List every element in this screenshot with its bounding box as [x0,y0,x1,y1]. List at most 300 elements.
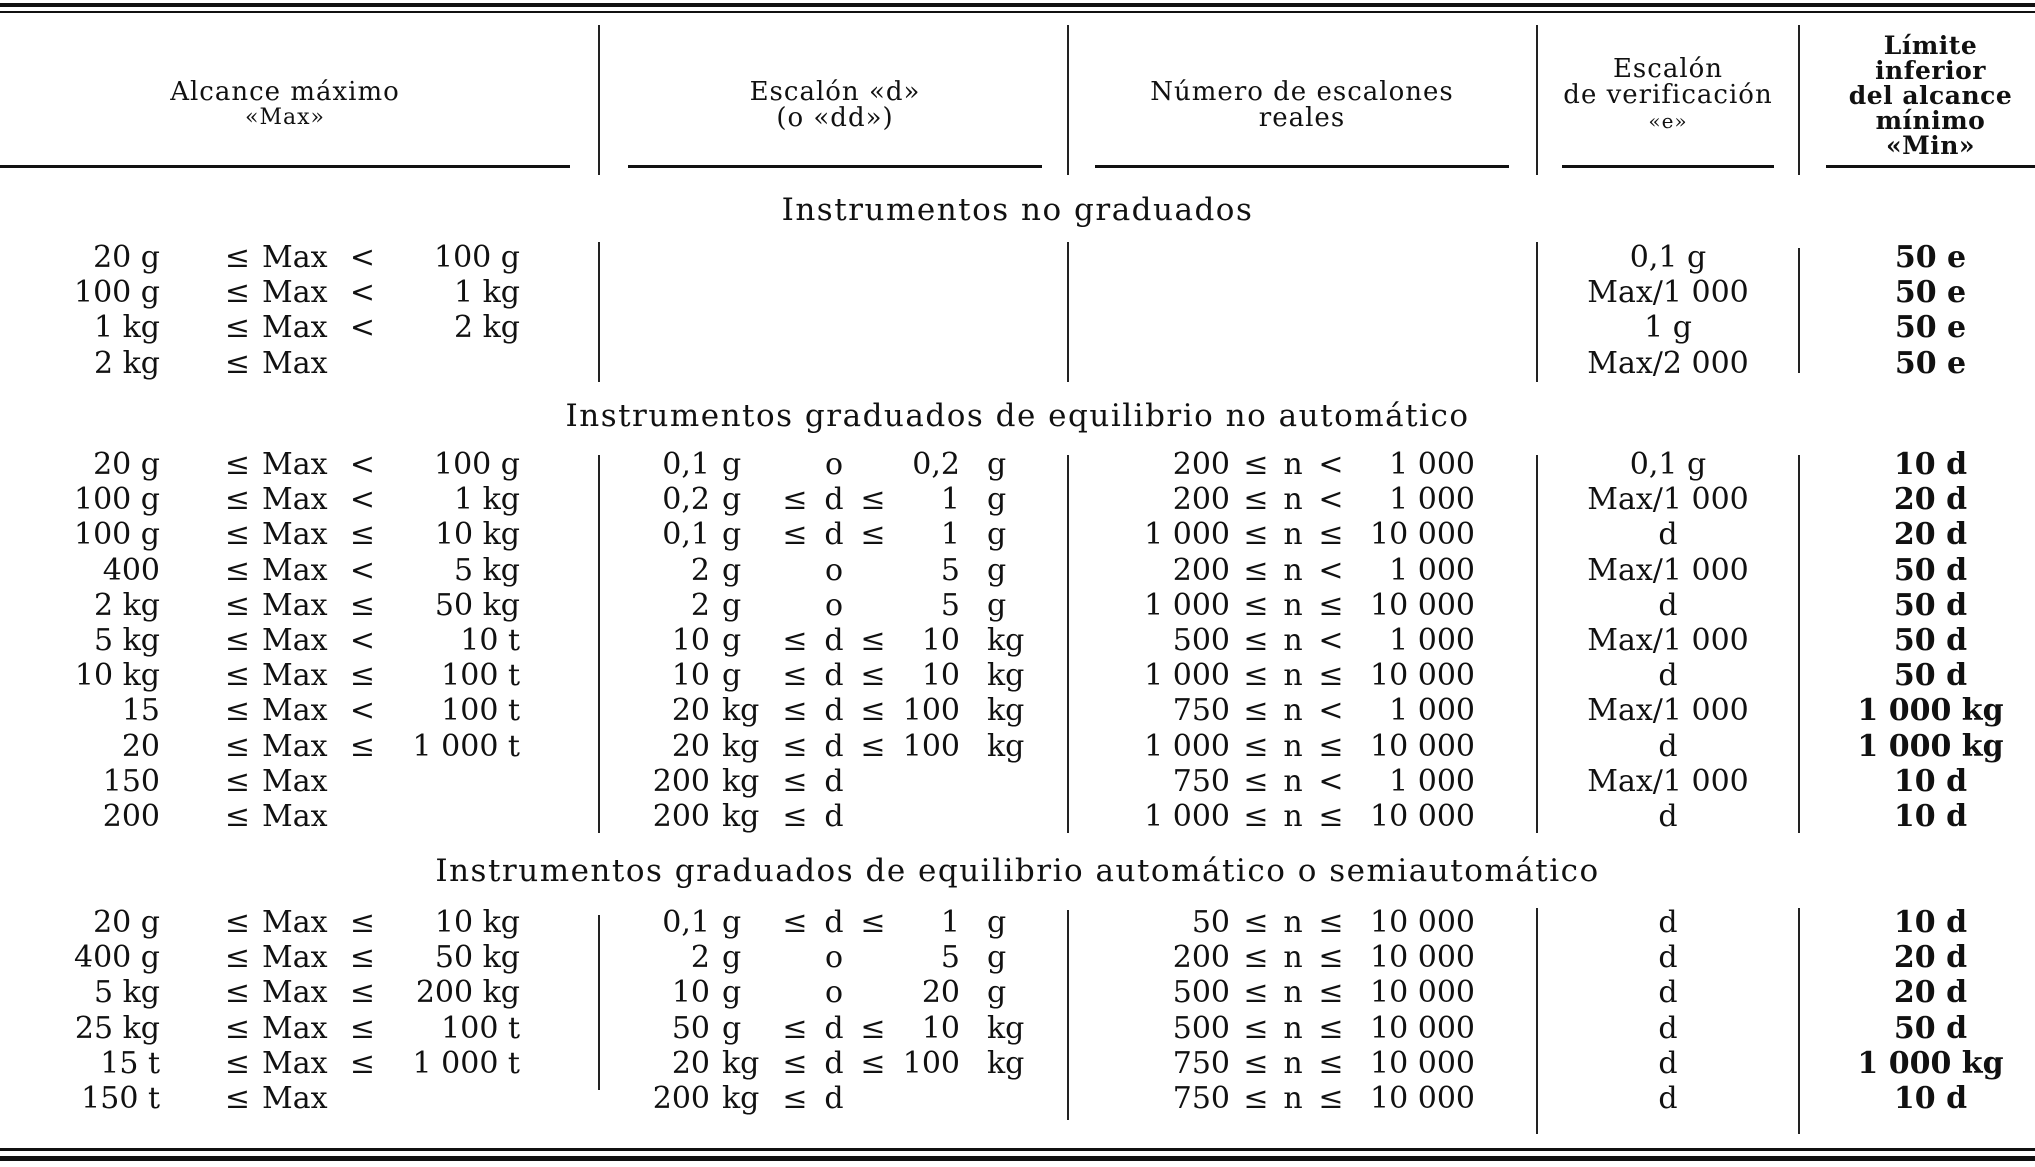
cell-d-mid: d [824,1045,844,1081]
cell-d-unit2: g [987,447,1007,482]
header-limite-inferior-line1: Límite inferior [1875,30,1986,85]
cell-d-low: 0,1 [662,905,710,940]
cell-d-op1: ≤ [782,623,808,658]
cell-n-op1: ≤ [1243,1010,1269,1046]
cell-e: Max/1 000 [1587,763,1749,799]
cell-max-low: 15 [121,693,160,729]
cell-max-op2: < [349,275,376,311]
cell-d-unit1: g [722,905,742,940]
cell-d-op2: ≤ [860,1010,886,1046]
cell-d-low: 10 [671,975,710,1011]
header-underline-min [1826,165,2035,168]
cell-max-op2: ≤ [349,728,376,764]
cell-max-op2: < [349,482,376,518]
cell-n-low: 1 000 [1144,517,1230,553]
cell-d-high: 5 [940,940,960,976]
cell-d-unit2: kg [987,1010,1025,1046]
cell-n-op2: ≤ [1318,940,1344,976]
cell-max-low: 5 kg [93,623,160,658]
cell-d-mid: d [824,1081,844,1116]
cell-n-high: 10 000 [1370,587,1475,623]
cell-max-high: 50 kg [434,940,520,976]
cell-max-op1: ≤ [224,975,251,1011]
table-row [0,905,2035,940]
cell-d-op1: ≤ [782,763,808,799]
cell-d-unit1: kg [722,693,760,729]
cell-max-high: 5 kg [453,552,520,588]
table-row [0,275,2035,310]
cell-n-high: 10 000 [1370,1081,1475,1116]
cell-max-op1: ≤ [224,1010,251,1046]
cell-d-unit2: g [987,587,1007,623]
cell-max-low: 100 g [73,275,160,311]
cell-d-mid: d [824,905,844,940]
cell-d-op2: ≤ [860,1045,886,1081]
cell-n-high: 1 000 [1389,693,1475,729]
cell-n-low: 500 [1172,623,1230,658]
cell-max-high: 100 g [433,240,520,275]
cell-d-mid: o [824,552,844,588]
cell-d-unit2: kg [987,658,1025,694]
cell-n-mid: n [1283,693,1303,729]
cell-e: d [1658,905,1678,940]
cell-n-mid: n [1283,552,1303,588]
table-row [0,658,2035,693]
cell-d-unit2: g [987,975,1007,1011]
cell-d-op1: ≤ [782,482,808,518]
header-underline-d [628,165,1042,168]
cell-n-op1: ≤ [1243,693,1269,729]
header-numero-escalones-line2: reales [1258,103,1346,133]
cell-max-word: Max [262,799,328,834]
cell-d-unit1: g [722,587,742,623]
cell-d-unit1: g [722,1010,742,1046]
cell-max-high: 10 kg [434,905,520,940]
cell-e: 0,1 g [1629,447,1707,482]
cell-max-op2: < [349,693,376,729]
cell-n-high: 10 000 [1370,905,1475,940]
cell-max-op2: ≤ [349,658,376,694]
cell-d-low: 10 [671,623,710,658]
cell-e: 1 g [1644,310,1692,346]
cell-d-op2: ≤ [860,728,886,764]
cell-max-low: 15 t [100,1045,160,1081]
cell-n-mid: n [1283,728,1303,764]
section-title: Instrumentos graduados de equilibrio automático o semiautomático [435,853,1600,889]
cell-d-low: 200 [652,1081,710,1116]
cell-d-low: 0,1 [662,517,710,553]
cell-d-high: 100 [902,728,960,764]
cell-max-op1: ≤ [224,275,251,311]
cell-d-low: 20 [671,1045,710,1081]
cell-min: 10 d [1893,763,1968,799]
cell-max-op2: ≤ [349,1010,376,1046]
cell-max-high: 10 kg [434,517,520,553]
cell-d-unit2: g [987,552,1007,588]
cell-n-op1: ≤ [1243,517,1269,553]
cell-max-high: 10 t [460,623,520,658]
cell-d-unit1: g [722,975,742,1011]
cell-max-op1: ≤ [224,587,251,623]
cell-d-mid: d [824,623,844,658]
cell-max-high: 1 kg [453,482,520,518]
cell-n-low: 1 000 [1144,728,1230,764]
cell-max-low: 2 kg [93,345,160,381]
cell-e: Max/1 000 [1587,623,1749,658]
cell-max-op1: ≤ [224,658,251,694]
cell-max-word: Max [262,658,328,694]
cell-n-op2: ≤ [1318,799,1344,834]
cell-max-op1: ≤ [224,552,251,588]
cell-max-low: 2 kg [93,587,160,623]
cell-e: Max/1 000 [1587,552,1749,588]
header-separator-4 [1798,25,1800,175]
cell-min: 50 d [1893,623,1968,658]
cell-n-op2: < [1318,552,1344,588]
cell-min: 10 d [1893,905,1968,940]
cell-d-unit1: kg [722,728,760,764]
cell-n-low: 750 [1172,1081,1230,1116]
header-escalon-verificacion [1562,30,1774,160]
header-underline-max [0,165,570,168]
cell-min: 10 d [1893,1081,1968,1116]
cell-e: Max/1 000 [1587,275,1749,311]
cell-d-high: 100 [902,1045,960,1081]
top-rule-1 [0,3,2035,7]
cell-max-word: Max [262,763,328,799]
header-escalon-verificacion-line1: Escalón [1612,54,1724,84]
cell-d-op1: ≤ [782,1010,808,1046]
section-title: Instrumentos no graduados [781,192,1254,228]
cell-max-low: 20 [121,728,160,764]
cell-max-word: Max [262,240,328,275]
cell-e: d [1658,517,1678,553]
cell-max-op1: ≤ [224,799,251,834]
header-escalon-d [628,40,1042,170]
header-underline-e [1562,165,1774,168]
cell-n-low: 750 [1172,693,1230,729]
cell-max-op1: ≤ [224,623,251,658]
cell-n-mid: n [1283,658,1303,694]
cell-d-high: 1 [940,482,960,518]
cell-max-op1: ≤ [224,240,251,275]
cell-n-op2: < [1318,623,1344,658]
cell-max-high: 100 t [441,658,520,694]
cell-n-mid: n [1283,975,1303,1011]
header-separator-3 [1536,25,1538,175]
cell-max-high: 100 g [433,447,520,482]
cell-n-op2: ≤ [1318,517,1344,553]
cell-d-unit2: g [987,905,1007,940]
cell-d-op2: ≤ [860,658,886,694]
cell-d-op1: ≤ [782,905,808,940]
cell-e: d [1658,1081,1678,1116]
header-separator-2 [1067,25,1069,175]
cell-d-mid: d [824,658,844,694]
cell-max-low: 100 g [73,482,160,518]
cell-n-mid: n [1283,1081,1303,1116]
table-row [0,1046,2035,1081]
cell-n-op2: ≤ [1318,905,1344,940]
table-row [0,310,2035,345]
cell-max-word: Max [262,1081,328,1116]
cell-d-op1: ≤ [782,728,808,764]
cell-n-low: 500 [1172,975,1230,1011]
cell-d-unit1: kg [722,1081,760,1116]
cell-min: 20 d [1893,940,1968,976]
cell-n-mid: n [1283,763,1303,799]
cell-min: 20 d [1893,975,1968,1011]
cell-max-op2: ≤ [349,940,376,976]
cell-d-unit2: kg [987,693,1025,729]
cell-d-high: 1 [940,905,960,940]
header-escalon-d-line1: Escalón «d» [749,77,921,107]
cell-e: d [1658,975,1678,1011]
cell-d-high: 5 [940,587,960,623]
cell-n-low: 50 [1191,905,1230,940]
cell-d-low: 0,1 [662,447,710,482]
cell-n-op1: ≤ [1243,447,1269,482]
cell-n-mid: n [1283,940,1303,976]
cell-max-low: 5 kg [93,975,160,1011]
cell-d-high: 0,2 [912,447,960,482]
cell-max-op2: ≤ [349,517,376,553]
cell-max-op1: ≤ [224,345,251,381]
cell-d-mid: o [824,447,844,482]
cell-n-op2: < [1318,482,1344,518]
cell-n-op2: < [1318,447,1344,482]
cell-d-unit1: g [722,623,742,658]
cell-max-high: 100 t [441,693,520,729]
cell-max-op1: ≤ [224,482,251,518]
cell-e: 0,1 g [1629,240,1707,275]
cell-n-low: 750 [1172,763,1230,799]
cell-n-mid: n [1283,447,1303,482]
cell-d-op1: ≤ [782,1045,808,1081]
cell-max-word: Max [262,905,328,940]
cell-d-high: 10 [921,1010,960,1046]
cell-n-high: 10 000 [1370,799,1475,834]
cell-max-word: Max [262,975,328,1011]
cell-e: d [1658,940,1678,976]
cell-max-op1: ≤ [224,517,251,553]
cell-n-op2: ≤ [1318,587,1344,623]
header-alcance-maximo [0,40,570,170]
cell-d-mid: d [824,799,844,834]
cell-max-low: 150 t [81,1081,160,1116]
cell-d-low: 200 [652,763,710,799]
cell-max-word: Max [262,482,328,518]
table-row [0,693,2035,728]
header-alcance-maximo-line1: Alcance máximo [170,77,400,107]
cell-n-mid: n [1283,1045,1303,1081]
cell-d-high: 1 [940,517,960,553]
cell-d-low: 2 [690,587,710,623]
cell-max-low: 20 g [93,447,160,482]
cell-max-word: Max [262,310,328,346]
cell-max-word: Max [262,940,328,976]
cell-n-mid: n [1283,905,1303,940]
cell-d-low: 50 [671,1010,710,1046]
cell-max-low: 20 g [93,905,160,940]
cell-d-mid: o [824,975,844,1011]
cell-d-mid: o [824,940,844,976]
cell-n-low: 1 000 [1144,658,1230,694]
cell-d-low: 20 [671,693,710,729]
cell-e: Max/1 000 [1587,693,1749,729]
cell-n-op1: ≤ [1243,940,1269,976]
cell-n-op1: ≤ [1243,763,1269,799]
cell-max-word: Max [262,275,328,311]
cell-d-high: 100 [902,693,960,729]
cell-max-word: Max [262,517,328,553]
cell-n-op2: ≤ [1318,1045,1344,1081]
cell-n-high: 10 000 [1370,728,1475,764]
cell-n-op1: ≤ [1243,482,1269,518]
cell-n-high: 1 000 [1389,552,1475,588]
header-limite-inferior-line2: del alcance [1848,80,2013,110]
cell-n-high: 1 000 [1389,623,1475,658]
header-escalon-verificacion-line2: de verificación [1563,80,1773,110]
cell-d-unit2: g [987,482,1007,518]
cell-d-op1: ≤ [782,1081,808,1116]
cell-n-mid: n [1283,517,1303,553]
cell-n-op2: ≤ [1318,728,1344,764]
cell-max-low: 150 [102,763,160,799]
cell-e: Max/1 000 [1587,482,1749,518]
cell-n-high: 1 000 [1389,763,1475,799]
cell-max-low: 100 g [73,517,160,553]
cell-min: 10 d [1893,447,1968,482]
cell-d-unit1: g [722,940,742,976]
cell-d-low: 2 [690,940,710,976]
bottom-rule-1 [0,1148,2035,1151]
cell-d-high: 5 [940,552,960,588]
cell-d-mid: d [824,763,844,799]
table-row [0,729,2035,764]
cell-n-mid: n [1283,623,1303,658]
bottom-rule-2 [0,1156,2035,1161]
table-row [0,1081,2035,1116]
cell-max-op1: ≤ [224,310,251,346]
cell-d-op1: ≤ [782,693,808,729]
cell-n-low: 500 [1172,1010,1230,1046]
cell-e: d [1658,587,1678,623]
cell-max-high: 1 kg [453,275,520,311]
table-row [0,482,2035,517]
cell-max-low: 25 kg [74,1010,160,1046]
cell-min: 50 e [1894,275,1967,311]
cell-min: 50 e [1894,310,1967,346]
cell-n-op2: ≤ [1318,1081,1344,1116]
cell-e: d [1658,799,1678,834]
cell-max-op1: ≤ [224,1045,251,1081]
cell-n-high: 10 000 [1370,1010,1475,1046]
cell-max-op1: ≤ [224,940,251,976]
cell-e: d [1658,1045,1678,1081]
cell-n-low: 200 [1172,552,1230,588]
cell-max-op1: ≤ [224,447,251,482]
cell-max-high: 200 kg [415,975,520,1011]
cell-d-mid: d [824,693,844,729]
cell-min: 20 d [1893,482,1968,518]
header-numero-escalones-line1: Número de escalones [1150,77,1454,107]
header-escalon-d-line2: (o «dd») [776,103,894,133]
table-row [0,940,2035,975]
cell-d-unit2: g [987,940,1007,976]
cell-e: d [1658,728,1678,764]
cell-min: 1 000 kg [1857,693,2004,729]
cell-min: 50 e [1894,345,1967,381]
cell-n-op1: ≤ [1243,799,1269,834]
cell-d-mid: d [824,1010,844,1046]
cell-d-op2: ≤ [860,623,886,658]
cell-e: d [1658,1010,1678,1046]
cell-n-op1: ≤ [1243,658,1269,694]
cell-max-word: Max [262,1045,328,1081]
cell-d-op2: ≤ [860,482,886,518]
header-separator-1 [598,25,600,175]
cell-max-op2: ≤ [349,975,376,1011]
cell-d-op2: ≤ [860,517,886,553]
cell-n-op1: ≤ [1243,587,1269,623]
cell-n-low: 1 000 [1144,799,1230,834]
cell-max-word: Max [262,552,328,588]
cell-max-low: 400 [102,552,160,588]
cell-max-op1: ≤ [224,763,251,799]
header-alcance-maximo-line2: «Max» [245,105,325,130]
table-row [0,1011,2035,1046]
cell-max-high: 1 000 t [412,728,520,764]
table-row [0,447,2035,482]
cell-d-high: 10 [921,658,960,694]
cell-max-op1: ≤ [224,1081,251,1116]
cell-d-unit1: g [722,552,742,588]
cell-n-high: 10 000 [1370,658,1475,694]
cell-min: 50 d [1893,658,1968,694]
cell-min: 50 d [1893,552,1968,588]
cell-d-op2: ≤ [860,693,886,729]
cell-max-op1: ≤ [224,693,251,729]
cell-min: 10 d [1893,799,1968,834]
cell-n-op1: ≤ [1243,905,1269,940]
cell-d-mid: d [824,728,844,764]
cell-max-word: Max [262,447,328,482]
cell-d-op1: ≤ [782,517,808,553]
cell-max-low: 10 kg [74,658,160,694]
cell-n-low: 750 [1172,1045,1230,1081]
cell-d-op1: ≤ [782,658,808,694]
cell-n-mid: n [1283,587,1303,623]
header-numero-escalones [1095,40,1509,170]
cell-e: Max/2 000 [1587,345,1749,381]
header-limite-inferior-line3: mínimo [1875,105,1986,135]
cell-e: d [1658,658,1678,694]
cell-max-high: 1 000 t [412,1045,520,1081]
cell-n-high: 10 000 [1370,940,1475,976]
cell-d-unit2: kg [987,1045,1025,1081]
cell-max-low: 1 kg [93,310,160,346]
header-underline-n [1095,165,1509,168]
cell-n-op1: ≤ [1243,728,1269,764]
cell-n-mid: n [1283,799,1303,834]
cell-max-op2: < [349,552,376,588]
cell-max-high: 50 kg [434,587,520,623]
cell-max-low: 20 g [93,240,160,275]
cell-n-high: 10 000 [1370,975,1475,1011]
cell-max-op2: < [349,447,376,482]
cell-d-mid: d [824,482,844,518]
